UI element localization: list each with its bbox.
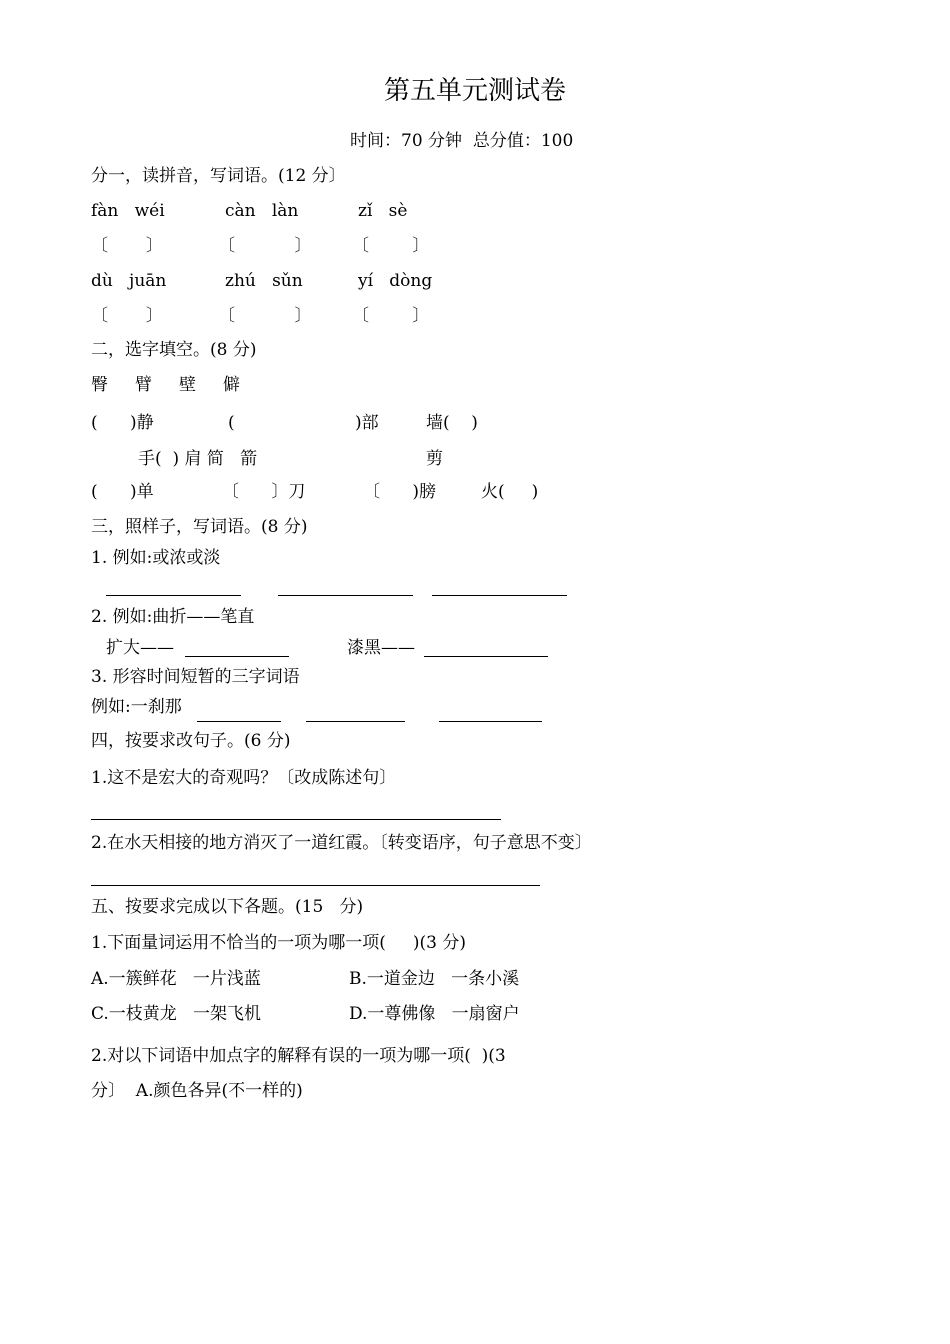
fill-item: 火( ) bbox=[481, 482, 539, 502]
fill-item: ( bbox=[228, 413, 235, 433]
question-3-3: 3. 形容时间短暂的三字词语 bbox=[91, 667, 300, 687]
question-3-1: 1. 例如:或浓或淡 bbox=[91, 548, 221, 568]
question-5-2-cont: 分〕 A.颜色各异(不一样的) bbox=[91, 1081, 303, 1101]
option-a: A.一簇鲜花 一片浅蓝 bbox=[91, 969, 261, 989]
fill-item: )部 bbox=[355, 413, 379, 433]
question-4-2: 2.在水天相接的地方消灭了一道红霞。〔转变语序，句子意思不变〕 bbox=[91, 833, 592, 853]
fill-item: 手( ) 肩 简 箭 bbox=[138, 449, 258, 469]
option-b: B.一道金边 一条小溪 bbox=[349, 969, 520, 989]
answer-bracket: 〔 〕 bbox=[218, 306, 312, 326]
section-1-heading: 分一，读拼音，写词语。(12 分〕 bbox=[91, 166, 346, 186]
example-text: 例如:一刹那 bbox=[91, 697, 182, 717]
fill-item: 墙( ) bbox=[426, 413, 478, 433]
pinyin-item: zhú sǔn bbox=[225, 271, 303, 291]
exam-meta: 时间：70 分钟 总分值：100 bbox=[350, 131, 574, 151]
pinyin-item: dù juān bbox=[91, 271, 167, 291]
answer-line bbox=[306, 721, 405, 722]
answer-bracket: 〔 〕 bbox=[352, 236, 430, 256]
question-3-2: 2. 例如:曲折——笔直 bbox=[91, 607, 255, 627]
antonym-item: 扩大—— bbox=[106, 638, 174, 658]
pinyin-item: zǐ sè bbox=[358, 201, 408, 221]
answer-bracket: 〔 〕 bbox=[91, 236, 163, 256]
answer-line bbox=[185, 656, 289, 657]
char-options: 臀 臂 壁 僻 bbox=[91, 375, 241, 395]
answer-bracket: 〔 〕 bbox=[91, 306, 163, 326]
answer-line bbox=[432, 595, 567, 596]
page-title: 第五单元测试卷 bbox=[383, 76, 566, 106]
answer-line bbox=[424, 656, 548, 657]
pinyin-item: càn làn bbox=[225, 201, 299, 221]
fill-item: ( )静 bbox=[91, 413, 154, 433]
fill-item: ( )单 bbox=[91, 482, 154, 502]
answer-bracket: 〔 〕 bbox=[352, 306, 430, 326]
pinyin-item: yí dòng bbox=[358, 271, 433, 291]
section-3-heading: 三，照样子，写词语。(8 分) bbox=[91, 517, 308, 537]
option-c: C.一枝黄龙 一架飞机 bbox=[91, 1004, 262, 1024]
answer-bracket: 〔 〕 bbox=[218, 236, 312, 256]
fill-item: 〔 )膀 bbox=[363, 482, 437, 502]
fill-item: 剪 bbox=[426, 449, 443, 469]
answer-line bbox=[197, 721, 281, 722]
answer-line bbox=[91, 819, 501, 820]
pinyin-item: fàn wéi bbox=[91, 201, 165, 221]
question-4-1: 1.这不是宏大的奇观吗？〔改成陈述句〕 bbox=[91, 768, 397, 788]
section-2-heading: 二，选字填空。(8 分) bbox=[91, 340, 257, 360]
question-5-1: 1.下面量词运用不恰当的一项为哪一项( )(3 分) bbox=[91, 933, 466, 953]
answer-line bbox=[106, 595, 241, 596]
fill-item: 〔 〕刀 bbox=[222, 482, 306, 502]
answer-line bbox=[439, 721, 542, 722]
question-5-2: 2.对以下词语中加点字的解释有误的一项为哪一项( )(3 bbox=[91, 1046, 506, 1066]
section-5-heading: 五、按要求完成以下各题。(15 分) bbox=[91, 897, 364, 917]
section-4-heading: 四，按要求改句子。(6 分) bbox=[91, 731, 291, 751]
option-d: D.一尊佛像 一扇窗户 bbox=[349, 1004, 520, 1024]
antonym-item: 漆黑—— bbox=[347, 638, 415, 658]
answer-line bbox=[91, 885, 540, 886]
answer-line bbox=[278, 595, 413, 596]
